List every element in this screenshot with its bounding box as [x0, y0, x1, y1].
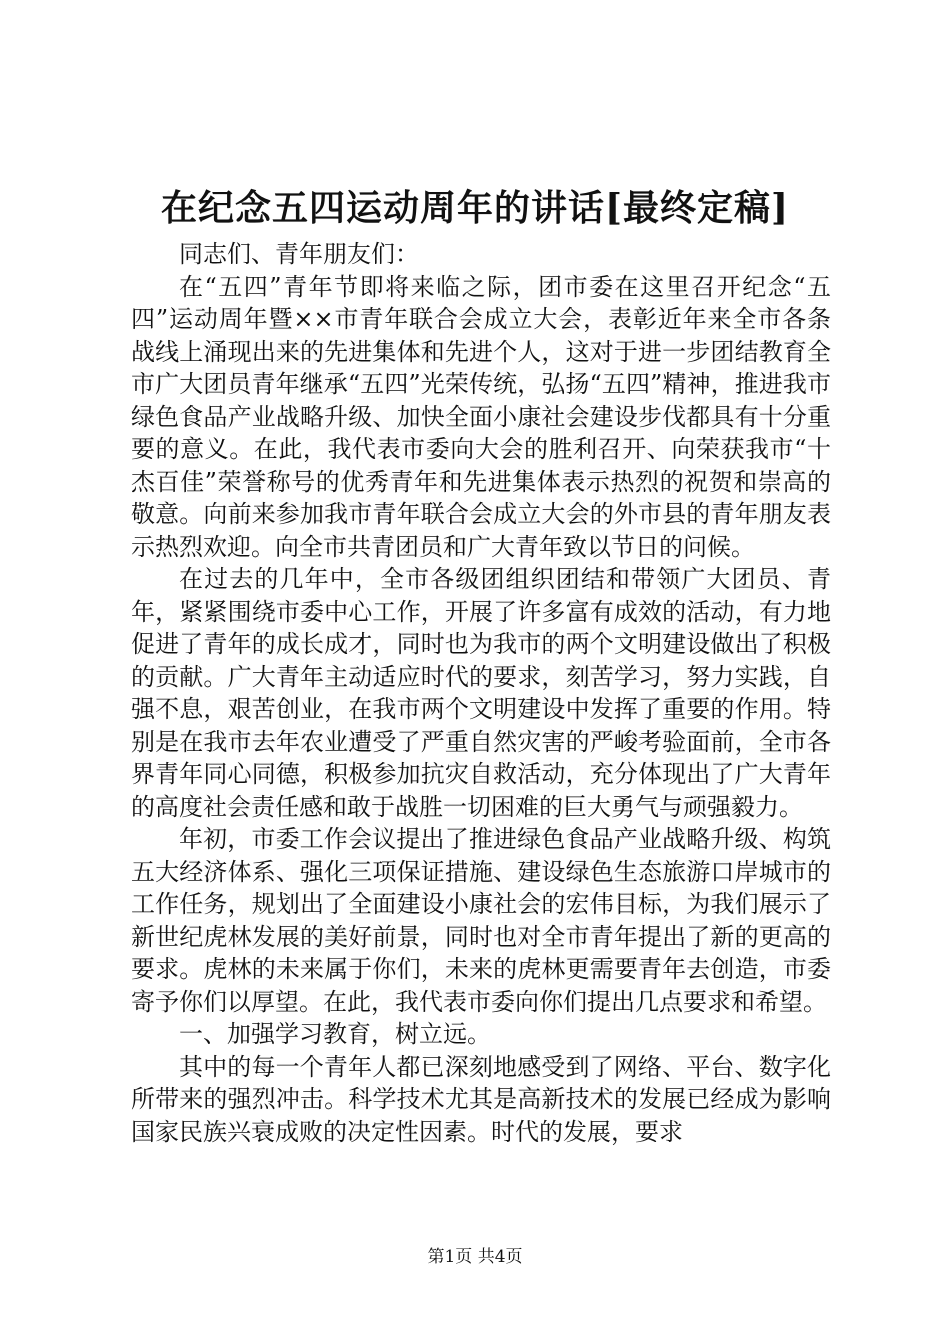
salutation-paragraph: 同志们、青年朋友们：	[179, 240, 419, 268]
document-title: 在纪念五四运动周年的讲话[最终定稿]	[160, 187, 790, 229]
page-footer: 第1页 共4页	[427, 1247, 523, 1267]
body-paragraph: 在过去的几年中，全市各级团组织团结和带领广大团员、青年，紧紧围绕市委中心工作，开展了许多富有成效的活动，有力地促进了青年的成长成才，同时也为我市的两个文明建设做出了积极的贡献。广大青年主动适应时代的要求，刻苦学习，努力实践，自强不息，艰苦创业，在我市两个文明建设中发挥了重要的作用。特别是在我市去年农业遭受了严重自然灾害的严峻考验面前，全市各界青年同心同德，积极参加抗灾自救活动，充分体现出了广大青年的高度社会责任感和敢于战胜一切困难的巨大勇气与顽强毅力。	[131, 565, 831, 821]
body-paragraph: 在“五四”青年节即将来临之际，团市委在这里召开纪念“五四”运动周年暨××市青年联合会成立大会，表彰近年来全市各条战线上涌现出来的先进集体和先进个人，这对于进一步团结教育全市广大团员青年继承“五四”光荣传统，弘扬“五四”精神，推进我市绿色食品产业战略升级、加快全面小康社会建设步伐都具有十分重要的意义。在此，我代表市委向大会的胜利召开、向荣获我市“十杰百佳”荣誉称号的优秀青年和先进集体表示热烈的祝贺和崇高的敬意。向前来参加我市青年联合会成立大会的外市县的青年朋友表示热烈欢迎。向全市共青团员和广大青年致以节日的问候。	[131, 272, 831, 561]
document-body	[131, 238, 831, 1148]
section-heading: 一、加强学习教育，树立远。	[179, 1020, 491, 1048]
body-paragraph: 年初，市委工作会议提出了推进绿色食品产业战略升级、构筑五大经济体系、强化三项保证措施、建设绿色生态旅游口岸城市的工作任务，规划出了全面建设小康社会的宏伟目标，为我们展示了新世纪虎林发展的美好前景，同时也对全市青年提出了新的更高的要求。虎林的未来属于你们，未来的虎林更需要青年去创造，市委寄予你们以厚望。在此，我代表市委向你们提出几点要求和希望。	[131, 825, 831, 1016]
body-paragraph: 其中的每一个青年人都已深刻地感受到了网络、平台、数字化所带来的强烈冲击。科学技术尤其是高新技术的发展已经成为影响国家民族兴衰成败的决定性因素。时代的发展，要求	[131, 1052, 831, 1146]
